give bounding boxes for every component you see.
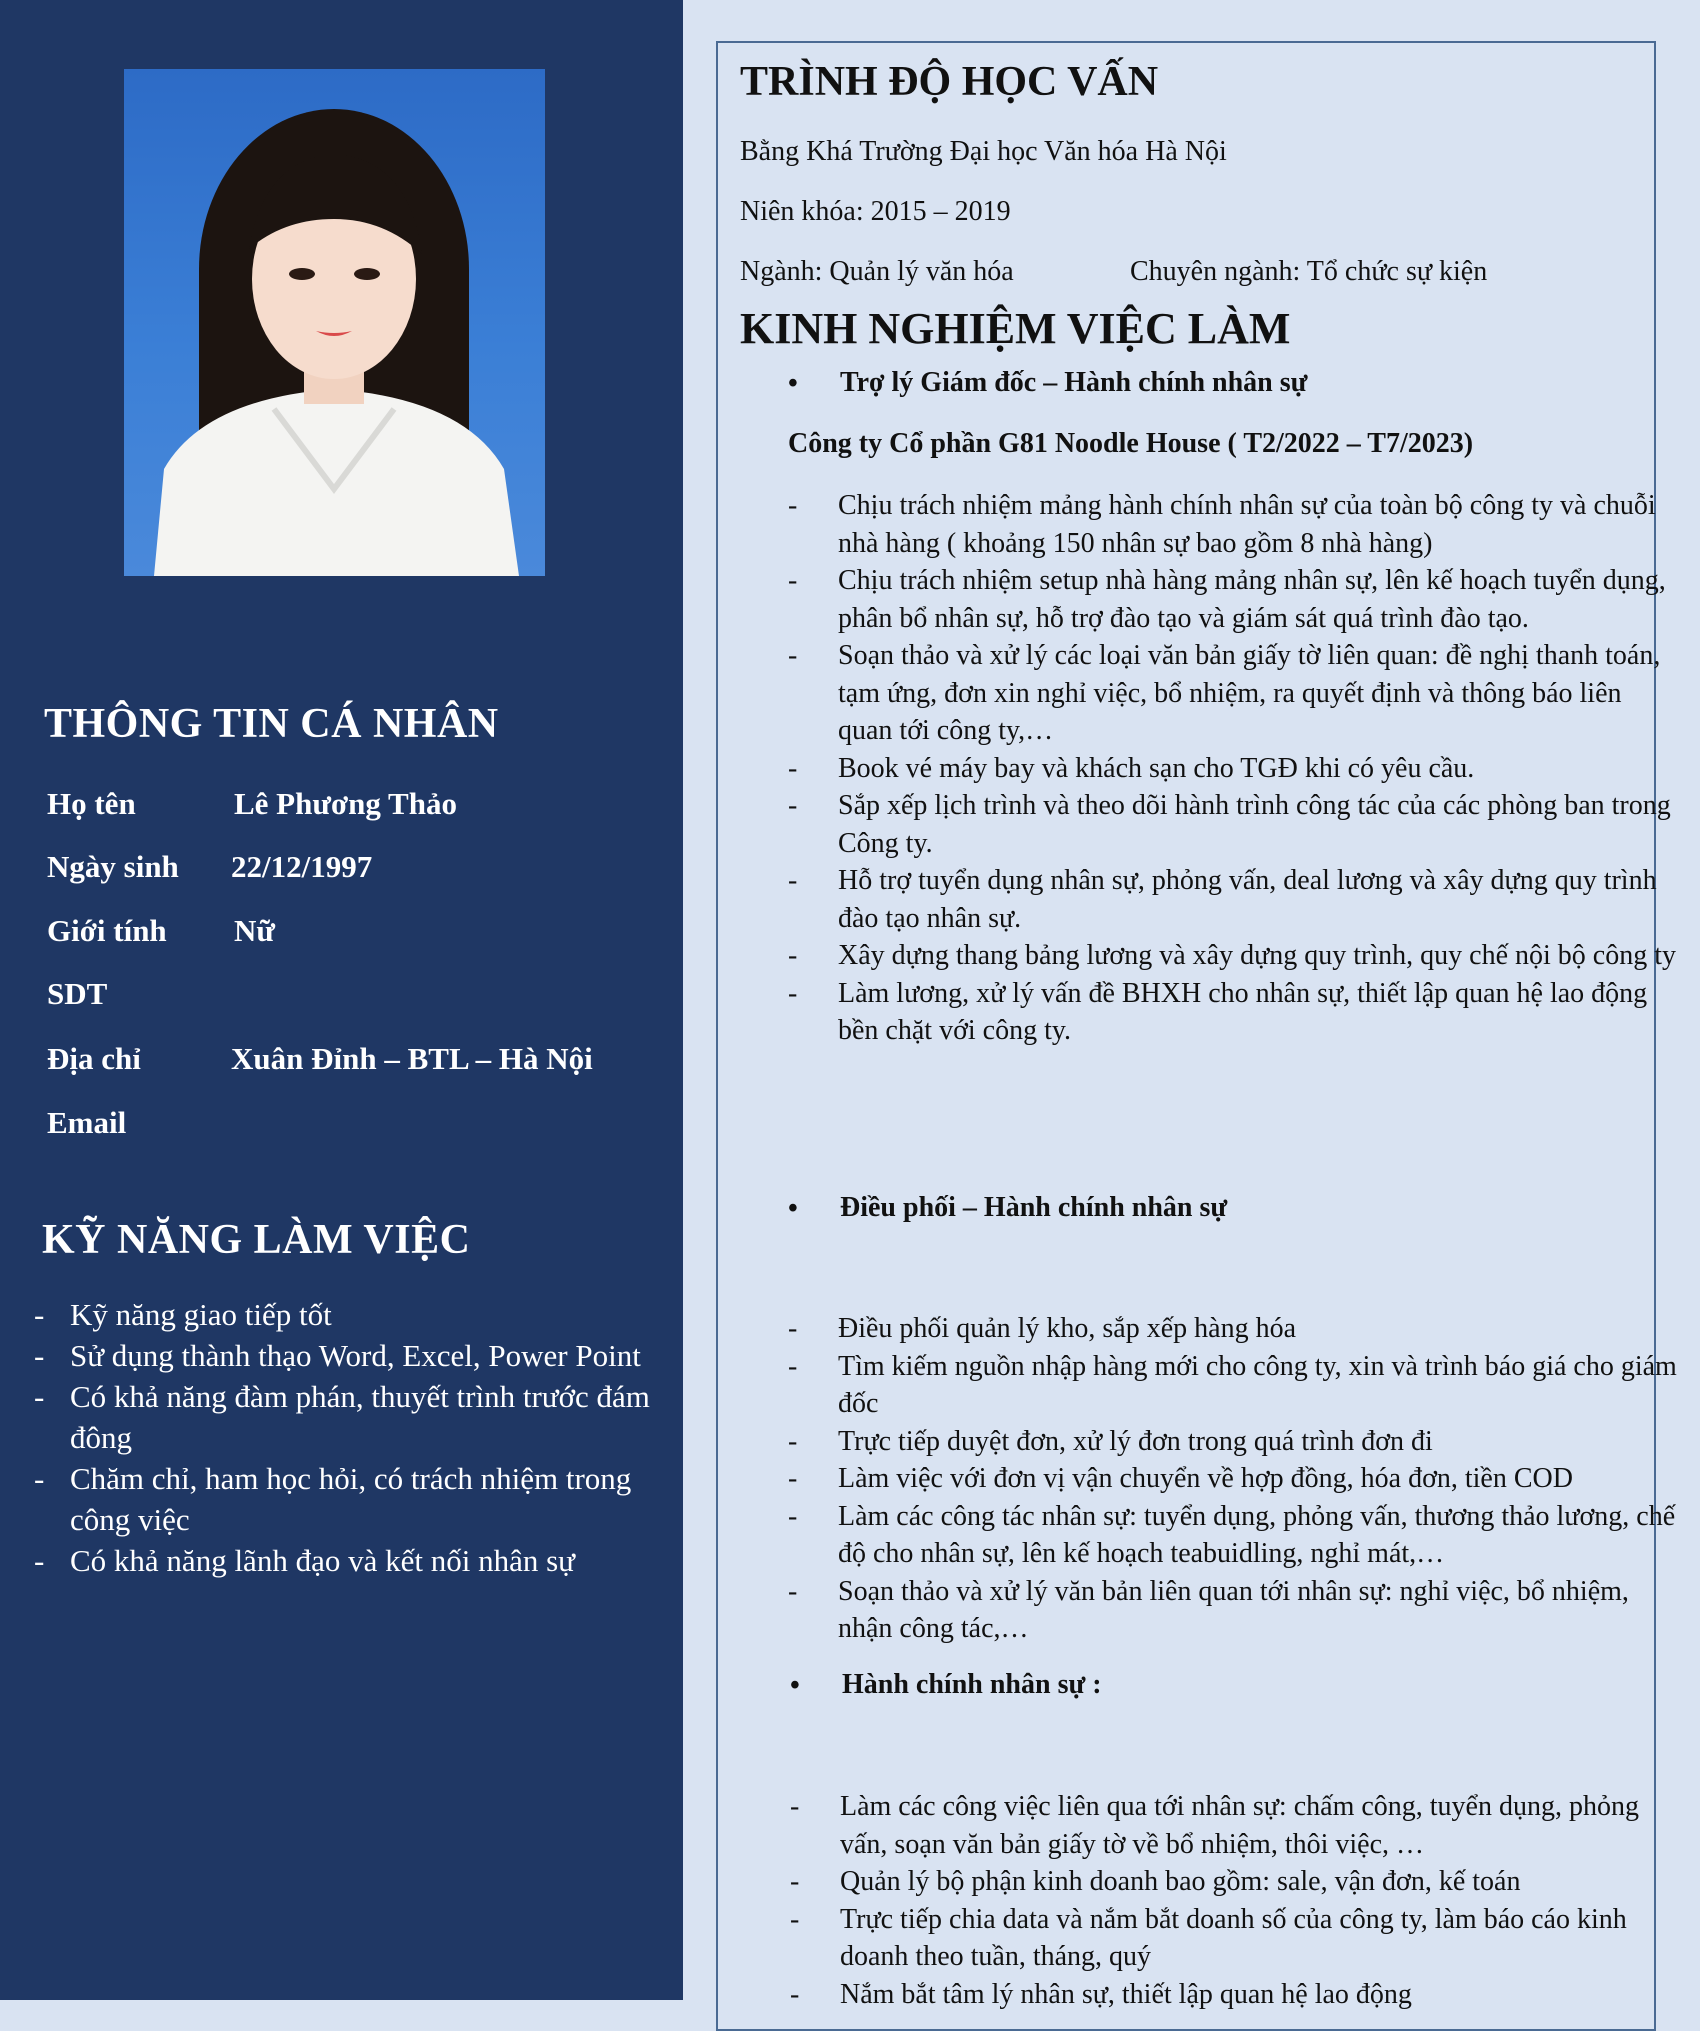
duty-text: Trực tiếp duyệt đơn, xử lý đơn trong quá trình đơn đi bbox=[838, 1425, 1433, 1457]
info-label: Họ tên bbox=[47, 786, 136, 821]
education-degree: Bằng Khá Trường Đại học Văn hóa Hà Nội bbox=[740, 136, 1227, 167]
duty-text: Trực tiếp chia data và nắm bắt doanh số của công ty, làm báo cáo kinh doanh theo tuần, tháng, quý bbox=[840, 1903, 1627, 1972]
dash-marker: - bbox=[790, 1866, 800, 1897]
dash-marker: - bbox=[34, 1297, 45, 1332]
duty-item bbox=[788, 487, 1678, 562]
skill-text: Chăm chỉ, ham học hỏi, có trách nhiệm trong công việc bbox=[70, 1461, 632, 1537]
job-title: Hành chính nhân sự : bbox=[842, 1669, 1102, 1700]
bullet-icon: • bbox=[788, 1193, 798, 1224]
info-label: Email bbox=[47, 1105, 127, 1140]
duty-item bbox=[788, 750, 1678, 788]
skill-item bbox=[30, 1294, 650, 1335]
education-specialization: Chuyên ngành: Tổ chức sự kiện bbox=[1130, 256, 1488, 287]
dash-marker: - bbox=[788, 790, 798, 821]
dash-marker: - bbox=[34, 1338, 45, 1373]
dash-marker: - bbox=[788, 1500, 798, 1532]
job-title: Điều phối – Hành chính nhân sự bbox=[840, 1192, 1228, 1223]
dash-marker: - bbox=[788, 977, 798, 1009]
job-duties bbox=[788, 487, 1678, 1050]
skill-text: Có khả năng đàm phán, thuyết trình trước đám đông bbox=[70, 1379, 650, 1455]
duty-item bbox=[788, 1460, 1678, 1498]
duty-item bbox=[790, 1863, 1680, 1901]
duty-item bbox=[788, 562, 1678, 637]
duty-text: Soạn thảo và xử lý văn bản liên quan tới nhân sự: nghỉ việc, bổ nhiệm, nhận công tác,… bbox=[838, 1575, 1629, 1644]
personal-info-heading: THÔNG TIN CÁ NHÂN bbox=[44, 701, 499, 747]
duty-text: Làm lương, xử lý vấn đề BHXH cho nhân sự, thiết lập quan hệ lao động bền chặt với công ty. bbox=[838, 977, 1648, 1046]
dash-marker: - bbox=[788, 1425, 798, 1457]
dash-marker: - bbox=[34, 1543, 45, 1578]
info-value: Xuân Đỉnh – BTL – Hà Nội bbox=[231, 1041, 593, 1076]
info-value: Lê Phương Thảo bbox=[234, 786, 457, 821]
skills-list bbox=[30, 1294, 650, 1581]
job-duties bbox=[790, 1788, 1680, 2013]
duty-text: Book vé máy bay và khách sạn cho TGĐ khi có yêu cầu. bbox=[838, 752, 1475, 784]
dash-marker: - bbox=[790, 1978, 800, 2010]
education-heading: TRÌNH ĐỘ HỌC VẤN bbox=[740, 59, 1159, 105]
duty-text: Xây dựng thang bảng lương và xây dựng quy trình, quy chế nội bộ công ty bbox=[838, 940, 1676, 971]
job-company: Công ty Cổ phần G81 Noodle House ( T2/2022 – T7/2023) bbox=[788, 428, 1474, 459]
duty-text: Soạn thảo và xử lý các loại văn bản giấy tờ liên quan: đề nghị thanh toán, tạm ứng, đơn xin nghỉ việc, bổ nhiệm, ra quyết định và thông báo liên quan tới công ty,… bbox=[838, 640, 1661, 746]
dash-marker: - bbox=[788, 1575, 798, 1607]
education-major: Ngành: Quản lý văn hóa bbox=[740, 256, 1014, 287]
duty-item bbox=[788, 787, 1678, 862]
duty-text: Sắp xếp lịch trình và theo dõi hành trình công tác của các phòng ban trong Công ty. bbox=[838, 790, 1671, 859]
duty-item bbox=[790, 1976, 1680, 2014]
sidebar bbox=[0, 0, 683, 2000]
duty-item bbox=[790, 1901, 1680, 1976]
job-duties bbox=[788, 1310, 1678, 1648]
skill-text: Kỹ năng giao tiếp tốt bbox=[70, 1297, 332, 1332]
duty-text: Quản lý bộ phận kinh doanh bao gồm: sale, vận đơn, kế toán bbox=[840, 1866, 1521, 1897]
duty-text: Làm các công tác nhân sự: tuyển dụng, phỏng vấn, thương thảo lương, chế độ cho nhân sự, lên kế hoạch teabuidling, nghỉ mát,… bbox=[838, 1500, 1676, 1569]
dash-marker: - bbox=[788, 640, 798, 671]
duty-item bbox=[788, 937, 1678, 975]
education-years: Niên khóa: 2015 – 2019 bbox=[740, 196, 1011, 227]
duty-item bbox=[788, 862, 1678, 937]
duty-item bbox=[788, 1348, 1678, 1423]
bullet-icon: • bbox=[790, 1670, 800, 1701]
duty-item bbox=[788, 1498, 1678, 1573]
duty-text: Điều phối quản lý kho, sắp xếp hàng hóa bbox=[838, 1313, 1297, 1344]
dash-marker: - bbox=[790, 1791, 800, 1822]
skill-item bbox=[30, 1540, 650, 1581]
dash-marker: - bbox=[788, 865, 798, 896]
dash-marker: - bbox=[790, 1903, 800, 1935]
skill-text: Sử dụng thành thạo Word, Excel, Power Point bbox=[70, 1338, 641, 1373]
experience-heading: KINH NGHIỆM VIỆC LÀM bbox=[740, 304, 1291, 353]
duty-item bbox=[788, 1310, 1678, 1348]
dash-marker: - bbox=[788, 940, 798, 971]
dash-marker: - bbox=[788, 1350, 798, 1382]
duty-text: Chịu trách nhiệm mảng hành chính nhân sự của toàn bộ công ty và chuỗi nhà hàng ( khoảng 150 nhân sự bao gồm 8 nhà hàng) bbox=[838, 490, 1656, 559]
skill-item bbox=[30, 1458, 650, 1540]
duty-text: Làm các công việc liên qua tới nhân sự: chấm công, tuyển dụng, phỏng vấn, soạn văn bản giấy tờ về bổ nhiệm, thôi việc, … bbox=[840, 1791, 1639, 1860]
dash-marker: - bbox=[788, 1463, 798, 1494]
info-value: 22/12/1997 bbox=[231, 849, 373, 884]
job-title: Trợ lý Giám đốc – Hành chính nhân sự bbox=[840, 367, 1308, 398]
duty-text: Hỗ trợ tuyển dụng nhân sự, phỏng vấn, deal lương và xây dựng quy trình đào tạo nhân sự. bbox=[838, 865, 1657, 934]
info-value: Nữ bbox=[234, 913, 275, 948]
dash-marker: - bbox=[34, 1379, 45, 1414]
duty-text: Làm việc với đơn vị vận chuyển về hợp đồng, hóa đơn, tiền COD bbox=[838, 1463, 1573, 1494]
duty-text: Chịu trách nhiệm setup nhà hàng mảng nhân sự, lên kế hoạch tuyển dụng, phân bổ nhân sự, hỗ trợ đào tạo và giám sát quá trình đào tạo. bbox=[838, 565, 1666, 634]
duty-item bbox=[788, 975, 1678, 1050]
dash-marker: - bbox=[34, 1461, 45, 1496]
info-label: SDT bbox=[47, 976, 108, 1011]
info-label: Giới tính bbox=[47, 913, 167, 948]
duty-text: Nắm bắt tâm lý nhân sự, thiết lập quan hệ lao động bbox=[840, 1978, 1412, 2010]
duty-text: Tìm kiếm nguồn nhập hàng mới cho công ty, xin và trình báo giá cho giám đốc bbox=[838, 1350, 1677, 1419]
bullet-icon: • bbox=[788, 368, 798, 399]
skills-heading: KỸ NĂNG LÀM VIỆC bbox=[42, 1217, 471, 1263]
duty-item bbox=[788, 1573, 1678, 1648]
info-label: Địa chỉ bbox=[47, 1041, 141, 1076]
duty-item bbox=[788, 1423, 1678, 1461]
skill-item bbox=[30, 1335, 650, 1376]
duty-item bbox=[790, 1788, 1680, 1863]
dash-marker: - bbox=[788, 1313, 798, 1344]
dash-marker: - bbox=[788, 752, 798, 784]
duty-item bbox=[788, 637, 1678, 750]
dash-marker: - bbox=[788, 490, 798, 521]
skill-item bbox=[30, 1376, 650, 1458]
skill-text: Có khả năng lãnh đạo và kết nối nhân sự bbox=[70, 1543, 575, 1578]
profile-photo bbox=[124, 69, 545, 576]
info-label: Ngày sinh bbox=[47, 849, 179, 884]
dash-marker: - bbox=[788, 565, 798, 596]
